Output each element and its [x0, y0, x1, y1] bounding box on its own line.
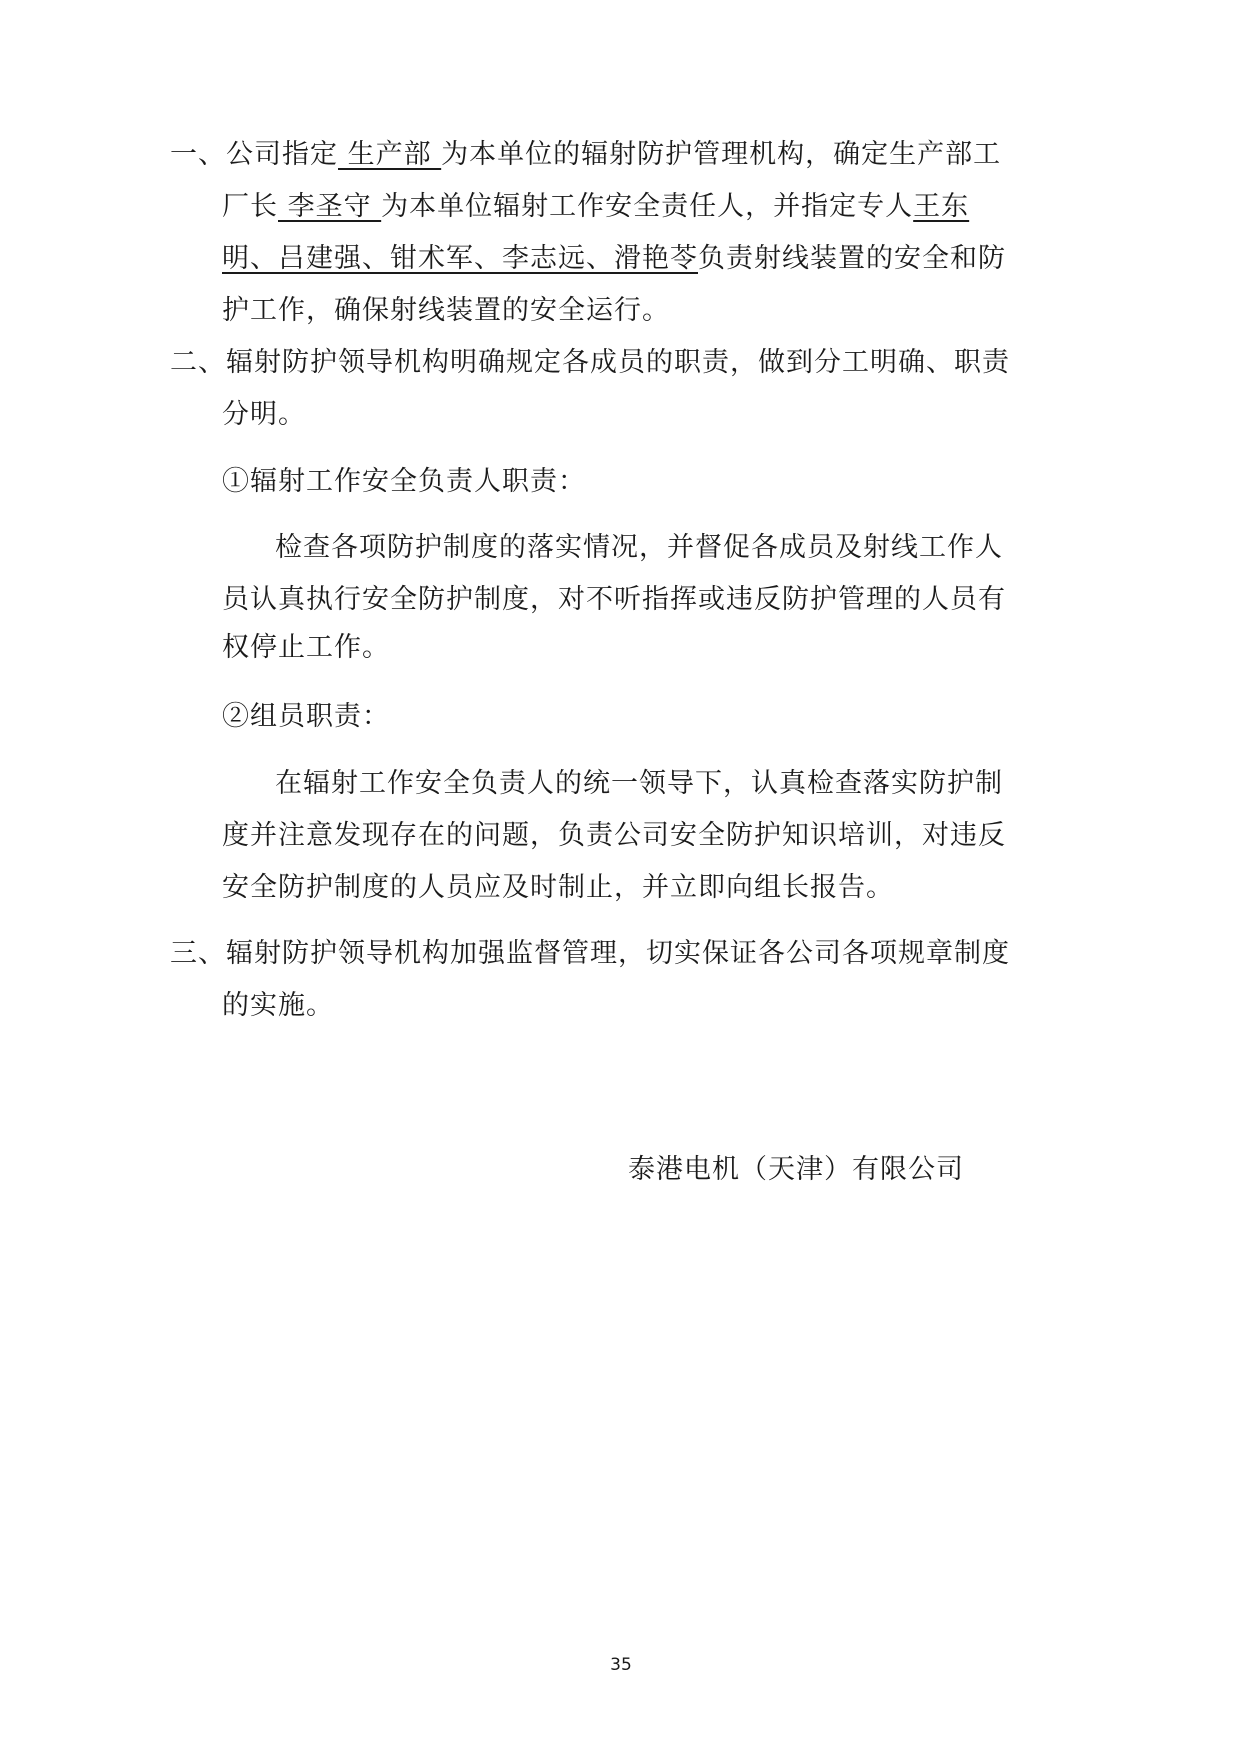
section-1-line-1 — [170, 135, 1002, 175]
section-2-prefix: 二、 — [170, 347, 226, 378]
member-duties-line-2: 度并注意发现存在的问题，负责公司安全防护知识培训，对违反 — [222, 820, 1006, 851]
section-1-text: 为本单位辐射工作安全责任人，并指定专人 — [381, 191, 914, 222]
department-name: 生产部 — [338, 139, 442, 170]
designated-staff-names: 明、吕建强、钳术军、李志远、滑艳苓 — [222, 243, 698, 274]
designated-staff-names: 王东 — [913, 191, 970, 222]
section-2-text: 辐射防护领导机构明确规定各成员的职责，做到分工明确、职责 — [226, 347, 1010, 378]
safety-officer-duties-line-2: 员认真执行安全防护制度，对不听指挥或违反防护管理的人员有 — [222, 584, 1006, 615]
sub-heading-safety-officer-duties: ①辐射工作安全负责人职责： — [222, 466, 586, 497]
section-3-prefix: 三、 — [170, 938, 226, 969]
member-duties-line-1: 在辐射工作安全负责人的统一领导下，认真检查落实防护制 — [275, 768, 1003, 799]
section-3-line-1 — [170, 934, 1010, 974]
sub-heading-member-duties: ②组员职责： — [222, 701, 390, 732]
safety-officer-duties-line-1: 检查各项防护制度的落实情况，并督促各成员及射线工作人 — [275, 532, 1003, 563]
section-1-prefix: 一、 — [170, 139, 226, 170]
member-duties-line-3: 安全防护制度的人员应及时制止，并立即向组长报告。 — [222, 872, 894, 903]
section-1-text: 负责射线装置的安全和防 — [698, 243, 1006, 274]
safety-officer-duties-line-3: 权停止工作。 — [222, 632, 390, 663]
company-signature: 泰港电机（天津）有限公司 — [628, 1154, 964, 1185]
section-1-text: 公司指定 — [226, 139, 338, 170]
section-1-text: 为本单位的辐射防护管理机构，确定生产部工 — [441, 139, 1002, 170]
section-1-line-2 — [222, 187, 970, 227]
responsible-person-name: 李圣守 — [278, 191, 382, 222]
section-1-line-3 — [222, 239, 1006, 279]
section-3-line-2: 的实施。 — [222, 990, 334, 1021]
page-number: 35 — [610, 1655, 632, 1675]
section-1-line-4: 护工作，确保射线装置的安全运行。 — [222, 295, 670, 326]
section-3-text: 辐射防护领导机构加强监督管理，切实保证各公司各项规章制度 — [226, 938, 1010, 969]
section-1-text: 厂长 — [222, 191, 278, 222]
section-2-line-2: 分明。 — [222, 399, 306, 430]
section-2-line-1 — [170, 343, 1010, 383]
